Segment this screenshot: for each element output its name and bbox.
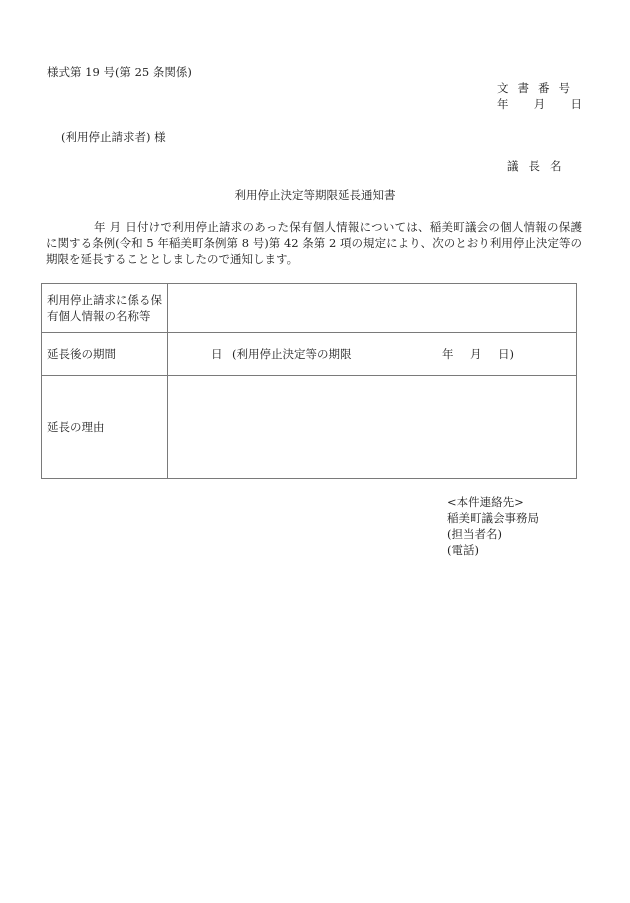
date-month: 月 [533,97,546,111]
contact-person: (担当者名) [447,527,502,541]
document-number-label: 文書番号 [497,81,579,95]
form-number: 様式第 19 号(第 25 条関係) [47,65,192,79]
period-days: 日 [211,347,223,361]
value-extension-reason [168,376,577,479]
contact-heading: <本件連絡先> [447,495,524,509]
table-row-extension-reason [42,376,577,479]
contact-phone: (電話) [447,543,479,557]
deadline-year: 年 [442,347,454,361]
deadline-label: (利用停止決定等の期限 [232,347,352,361]
value-information-name [168,284,577,333]
chair-name: 議長名 [507,159,572,173]
deadline-day: 日) [498,347,514,361]
recipient: (利用停止請求者) 様 [61,130,166,144]
document-date [497,96,582,112]
table-row-information-name [42,284,577,333]
notice-table [41,283,577,479]
document-title: 利用停止決定等期限延長通知書 [234,188,396,202]
date-year: 年 [497,97,509,111]
date-day: 日 [570,97,582,111]
notice-body: 年 月 日付けで利用停止請求のあった保有個人情報については、稲美町議会の個人情報の保護に関する条例(令和 5 年稲美町条例第 8 号)第 42 条第 2 項の規定により、次のとおり利用停止決定等の期限を延長することとしましたので通知します。 [46,220,582,266]
value-extended-period [168,333,577,376]
label-extended-period: 延長後の期間 [42,333,168,376]
contact-office: 稲美町議会事務局 [447,511,539,525]
contact-block [447,494,539,558]
table-row-extended-period [42,333,577,376]
label-information-name: 利用停止請求に係る保有個人情報の名称等 [42,284,168,333]
deadline-month: 月 [470,347,482,361]
label-extension-reason: 延長の理由 [42,376,168,479]
